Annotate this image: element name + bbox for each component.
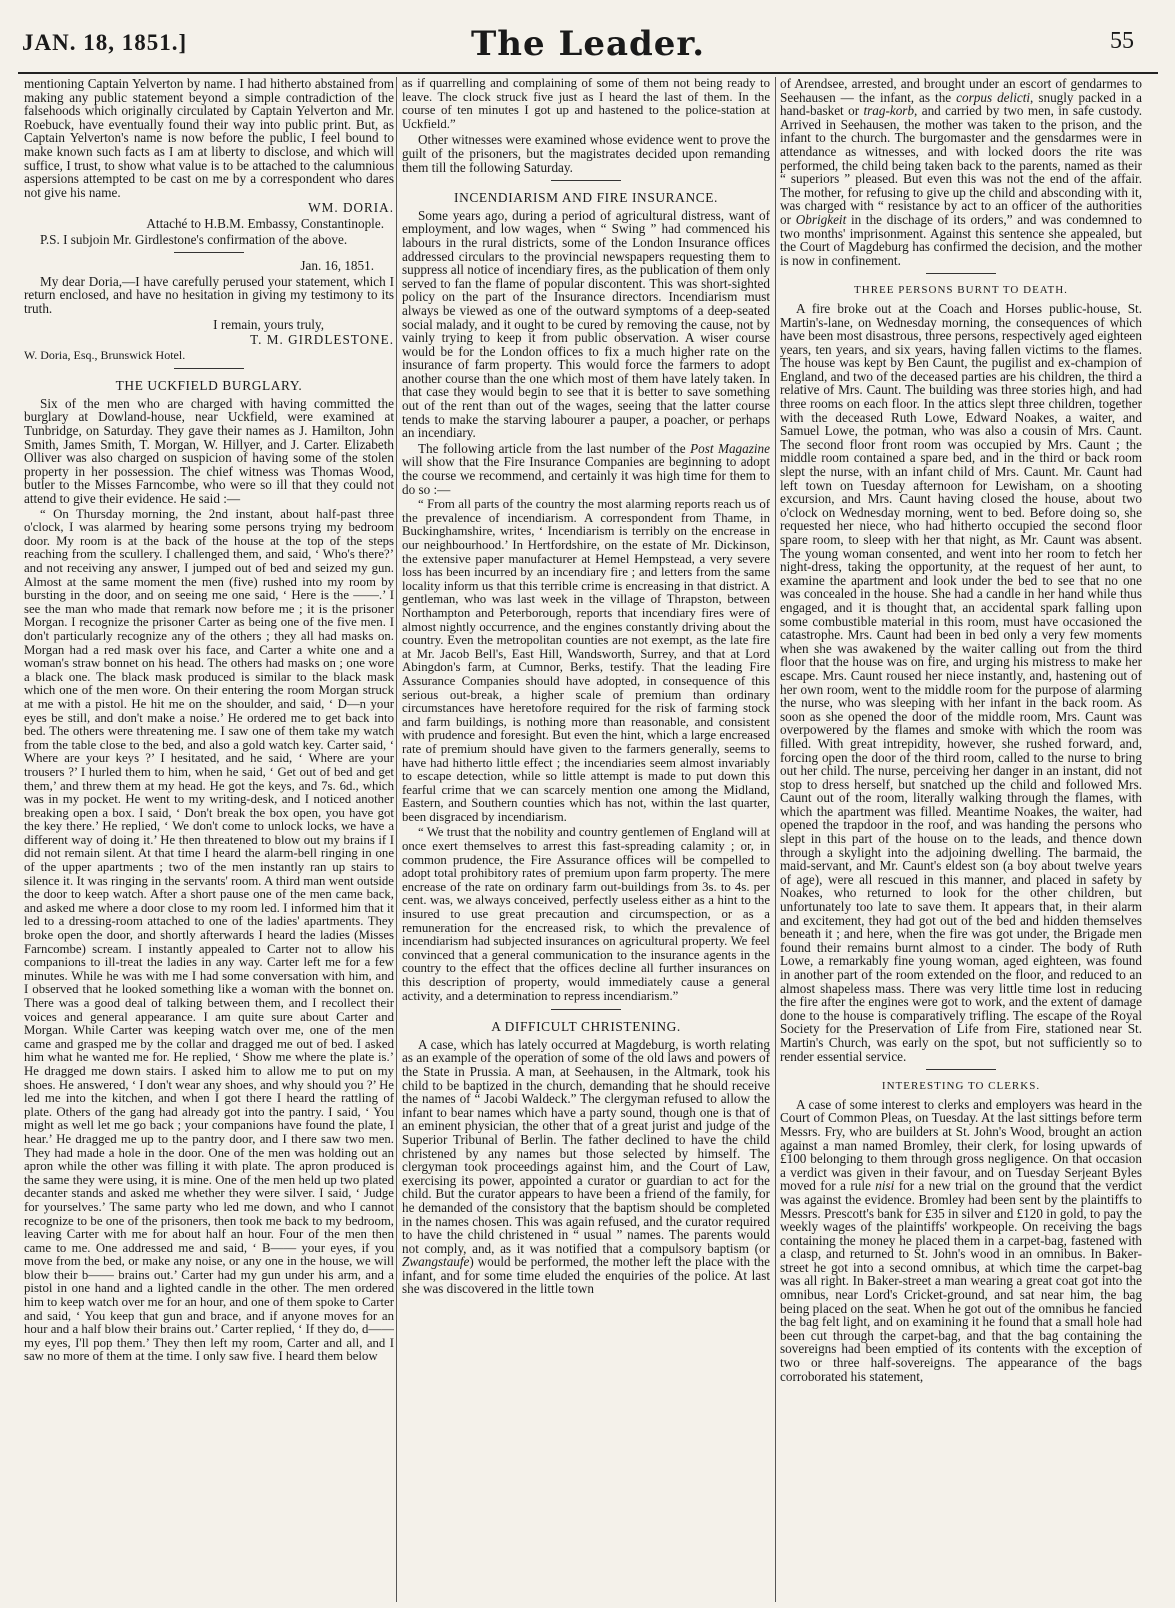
article-heading: A DIFFICULT CHRISTENING. [491, 1019, 681, 1035]
article-heading: INTERESTING TO CLERKS. [881, 1080, 1041, 1093]
signature: WM. DORIA. [308, 200, 394, 216]
text-run: The following article from the last number of the [418, 440, 691, 456]
column-3 [780, 77, 1142, 1597]
postscript: P.S. I subjoin Mr. Girdlestone's confirmation of the above. [40, 231, 348, 247]
page-number: 55 [1110, 28, 1134, 54]
column-divider [775, 77, 776, 1602]
separator [551, 1009, 621, 1010]
masthead [18, 20, 1158, 68]
article-heading: THE UCKFIELD BURGLARY. [115, 378, 303, 394]
paragraph: A fire broke out at the Coach and Horses public-house, St. Martin's-lane, on Wednesday morning, the consequences of which have been most disastrous, three persons, respectively aged eighteen years, ten years, and six years, having fallen victims to the flames. The house was kept by Ben Caunt, the pugilist and ex-champion of England, and two of the deceased parties are his children, the third a relative of Mrs. Caunt. The building was three stories high, and had three rooms on each floor. In the attics slept three children, together with the deceased Ruth Lowe, Edward Noakes, a waiter, and Samuel Lowe, the potman, who was also a cousin of Mrs. Caunt. The second floor front room was occupied by Mrs. Caunt ; the middle room contained a spare bed, and in the third or back room slept the nurse, with an infant child of Mrs. Caunt. Mr. Caunt had left town on Tuesday afternoon for Lewisham, on a shooting excursion, and Mrs. Caunt having closed the house, about two o'clock on Wednesday morning, went to bed. Before doing so, she requested her niece, who had hitherto occupied the second floor spare room, to sleep with her that night, as Mr. Caunt was absent. The young woman consented, and went into her room to fetch her night-dress, taking the opportunity, at the request of her aunt, to examine the apartment and look under the bed to see that no one was concealed in the house. She had a candle in her hand while thus engaged, and it is thought that, an accidental spark falling upon some combustible material in this room, must have occasioned the catastrophe. Mrs. Caunt had been in bed only a very few moments when she was awakened by the waiter calling out from the third floor that the house was on fire, and urging his mistress to make her escape. Mrs. Caunt roused her niece instantly, and, hastening out of her own room, went to the middle room for the purpose of alarming the nurse, who was sleeping with her infant in the back room. As soon as she opened the door of the middle room, Mrs. Caunt was overpowered by the flames and smoke with which the room was filled. With great intrepidity, however, she rushed forward, and, forcing open the door of the third room, called to the nurse to bring out her child. The nurse, perceiving her danger in an instant, did not stop to dress herself, but snatched up the child and followed Mrs. Caunt out of the room, literally walking through the flames, with which the apartment was filled. Meantime Noakes, the waiter, had opened the trapdoor in the roof, and was handing the persons who slept in this part of the house on to the leads, and thence down through a skylight into the adjoining dwelling. The barmaid, the maid-servant, and Mr. Caunt's eldest son (a boy about twelve years of age), were all rescued in this manner, and placed in safety by Noakes, who returned to look for the other children, but unfortunately too late to save them. It appears that, in their alarm and excitement, they had got out of the bed and hidden themselves beneath it ; and here, when the fire was got under, the Brigade men found their remains burnt almost to a cinder. The body of Ruth Lowe, a remarkably fine young woman, aged eighteen, was found in another part of the room extended on the floor, and reduced to an almost shapeless mass. There was very little time lost in reducing the fire after the engines were got to work, and the extent of damage done to the house is comparatively trifling. The escape of the Royal Society for the Preservation of Life from Fire, stationed near St. Martin's Church, was early on the spot, but not sufficiently so to render essential service. [780, 300, 1142, 1064]
column-1 [24, 77, 394, 1597]
paragraph [402, 442, 770, 496]
addressee: W. Doria, Esq., Brunswick Hotel. [24, 347, 186, 362]
italic-text: Zwangstaufe [402, 1254, 470, 1270]
paragraph [780, 77, 1142, 267]
paragraph [780, 1098, 1142, 1383]
text-run: A case, which has lately occurred at Magdeburg, is worth relating as an example of the operation of some of the old laws and powers of the State in Prussia. A man, at Seehausen, in the Altmark, took his child to be baptized in the church, demanding that he should receive the names of “ Jacobi Waldeck.” The clergyman refused to allow the infant to bear names which have a party sound, though one is that of an eminent physician, the other that of a great jurist and judge of the Superior Tribunal of Berlin. The father declined to have the child christened by any names but those selected by himself. The clergyman took proceedings against him, and the Court of Law, exercising its power, appointed a curator or guardian to act for the child. But the curator appears to have been a friend of the family, for he demanded of the consistory that the baptism should be completed in the names chosen. This was again refused, and the curator required to have the child christened in “ usual ” names. The parents would not comply, and, as it was notified that a compulsory baptism (or [402, 1036, 770, 1256]
text-run: A case of some interest to clerks and employers was heard in the Court of Common Pleas, on Tuesday. At the last sittings before term Messrs. Fry, who are builders at St. John's Wood, brought an action against a man named Bromley, their clerk, for losing upwards of £100 belonging to them through gross negligence. On that occasion a verdict was given in their favour, and on Tuesday Serjeant Byles moved for a rule [780, 1096, 1142, 1194]
text-run: of Arendsee, arrested, and brought under an escort of gendarmes to Seehausen — the infant, as the [780, 77, 1142, 105]
column-divider [396, 77, 397, 1602]
paragraph: Six of the men who are charged with having committed the burglary at Dowland-house, near Uckfield, were examined at Tunbridge, on Saturday. They gave their names as J. Hamilton, John Smith, James Smith, T. Morgan, W. Hillyer, and J. Carter. Elizabeth Olliver was also charged on suspicion of having some of the stolen property in her possession. The chief witness was Thomas Wood, butler to the Misses Farncombe, who were so ill that they could not attend to give their evidence. He said :— [24, 395, 394, 507]
paragraph: Other witnesses were examined whose evidence went to prove the guilt of the prisoners, but the magistrates decided upon remanding them till the following Saturday. [402, 132, 770, 175]
separator [174, 368, 244, 369]
separator [926, 1069, 996, 1070]
issue-date: JAN. 18, 1851.] [22, 30, 188, 55]
separator [926, 273, 996, 274]
text-run: ) would be performed, the mother left the place with the infant, and for some time eluded the enquiries of the police. At last she was discovered in the little town [402, 1254, 770, 1297]
article-heading: INCENDIARISM AND FIRE INSURANCE. [454, 190, 718, 206]
separator [174, 252, 244, 253]
signature-title: Attaché to H.B.M. Embassy, Constantinople. [146, 215, 384, 231]
italic-text: Obrigkeit [795, 211, 847, 227]
article-heading: THREE PERSONS BURNT TO DEATH. [854, 284, 1068, 297]
paragraph [402, 1038, 770, 1296]
paragraph: mentioning Captain Yelverton by name. I had hitherto abstained from making any public statement beyond a simple contradiction of the falsehoods which originally circulated by Captain Yelverton and Mr. Roebuck, have eventually found their way into public print. But, as Captain Yelverton's name is now before the public, I feel bound to make known such facts as I am at liberty to disclose, and which will suffice, I trust, to show what value is to be attached to the calumnious aspersions attempted to be cast on me by a correspondent who dares not give his name. [24, 77, 394, 200]
paragraph: “ We trust that the nobility and country gentlemen of England will at once exert themselves to arrest this fast-spreading calamity ; or, in common prudence, the Fire Assurance offices will be compelled to adopt total prohibitory rates of premium upon farm property. The mere encrease of the rate on ordinary farm out-buildings from 3s. to 4s. per cent. was, we always conceived, perfectly useless either as a hint to the insured to use great precaution and circumspection, or as a remuneration for the encreased risk, to which the prevalence of incendiarism had subjected insurances on agricultural property. We feel convinced that a general communication to the insurance agents in the country to the effect that the offices decline all further insurances on this description of property, would immediately cause a general activity, and a determination to repress incendiarism.” [402, 825, 770, 1003]
paragraph: as if quarrelling and complaining of some of them not being ready to leave. The clock struck five just as I heard the last of them. In the course of ten minutes I got up and hastened to the police-station at Uckfield.” [402, 77, 770, 131]
text-run: in the dischage of its orders,” and was condemned to two months' imprisonment. Against this sentence she appealed, but the Court of Magdeburg has confirmed the decision, and the mother is now in confinement. [780, 211, 1142, 268]
paragraph: “ On Thursday morning, the 2nd instant, about half-past three o'clock, I was alarmed by hearing some persons trying my bedroom door. My room is at the back of the house at the top of the steps reaching from the scullery. I challenged them, and said, ‘ Who's there?’ and not receiving any answer, I jumped out of bed and seized my gun. Almost at the same moment the men (five) rushed into my room by bursting in the door, and on seeing me one said, ‘ Here is the ——.’ I see the man who made that remark now before me ; it is the prisoner Morgan. I recognize the prisoner Carter as being one of the five men. I don't particularly recognize any of the others ; they all had masks on. Morgan had a red mask over his face, and Carter a white one and a woman's straw bonnet on his head. The others had masks on ; one wore a black one. The black mask produced is similar to the black mask which one of the men wore. On their entering the room Morgan struck at me with a pistol. He hit me on the shoulder, and said, ‘ D—n your eyes be still, and don't make a noise.’ He ordered me to get back into bed. The others were threatening me. I saw one of them take my watch from the table close to the bed, and also a gold watch key. Carter said, ‘ Where are your keys ?’ I hesitated, and he said, ‘ Where are your trousers ?’ I hurled them to him, when he said, ‘ Get out of bed and get them,’ and threw them at my head. He got the keys, and 7s. 6d., which was in my pocket. He went to my writing-desk, and I noticed another breaking open a box. I said, ‘ Don't break the box open, you have got the key there.’ He replied, ‘ We don't come to unlock locks, we have a different way of doing it.’ He then threatened to blow out my brains if I did not remain silent. At that time I heard the alarm-bell ringing in one of the upper apartments ; two of the men instantly ran up stairs to silence it. It was ringing in the servants' room. A third man went outside the door to keep watch. After a short pause one of the men came back, and asked me where a door close to my room led. I informed him that it led to a dressing-room attached to one of the ladies' apartments. They broke open the door, and shortly afterwards I heard the ladies (Misses Farncombe) scream. I instantly appealed to Carter not to allow his companions to ill-treat the ladies in any way. Carter left me for a few minutes. While he was with me I had some conversation with him, and I observed that he looked something like a woman with the bonnet on. There was a good deal of talking between them, and I recollect their voices and general appearance. I am quite sure about Carter and Morgan. While Carter was keeping watch over me, one of the men came and grasped me by the collar and dragged me out of bed. I asked him what he wanted me for. He replied, ‘ Show me where the plate is.’ He dragged me down stairs. I asked him to allow me to put on my shoes. He answered, ‘ I don't wear any shoes, and why should you ?’ He led me into the kitchen, and when I got there I heard the rattling of plate. Others of the gang had already got into the pantry. I said, ‘ You might as well let me go back ; your companions have found the plate, I hear.’ He dragged me up to the pantry door, and I there saw two men. They had made a hole in the door. One of the men was holding out an apron while the other was filling it with plate. The apron produced is the same they were using, it is mine. One of the men held up two plated decanter stands and asked me whether they were silver. I said, ‘ Judge for yourselves.’ The same party who led me down, and who I cannot recognize to be one of the prisoners, then took me back to my bedroom, leaving Carter with me for about half an hour. Four of the men then came to me. One addressed me and said, ‘ B—— your eyes, if you move from the bed, or make any noise, or any one in the house, we will blow their b—— brains out.’ Carter had my gun under his arm, and a pistol in one hand and a lighted candle in the other. The men ordered him to keep watch over me for an hour, and one of them spoke to Carter and said, ‘ You keep that gun and brace, and if anyone moves for an hour and a half blow their brains out.’ Carter replied, ‘ If they do, d—— my eyes, I'll pop them.’ They then left my room, Carter and all, and I saw no more of them at the time. I only saw five. I heard them below [24, 506, 394, 1364]
masthead-rule [18, 72, 1158, 74]
text-run: , snugly packed in a hand-basket or [780, 89, 1142, 119]
column-2 [402, 77, 770, 1597]
italic-text: nisi [875, 1178, 895, 1194]
text-run: , and carried by two men, in safe custody. Arrived in Seehausen, the mother was taken to the prison, and the infant to the church. The burgomaster and the gensdarmes were in attendance as witnesses, and with locked doors the rite was performed, the child being taken back to the parents, named as their “ superiors ” pleased. But even this was not the end of the affair. The mother, for refusing to give up the child and absconding with it, was charged with “ resistance by act to an officer of the authorities or [780, 103, 1142, 227]
signature: T. M. GIRDLESTONE. [250, 332, 394, 348]
paragraph: Some years ago, during a period of agricultural distress, want of employment, and low wages, when “ Swing ” had commenced his labours in the rural districts, some of the London Insurance offices addressed circulars to the provincial newspapers requesting them to suppress all notice of incendiary fires, as the publication of them only served to fan the flame of popular discontent. This was short-sighted policy on the part of the Insurance directors. Incendiarism must always be viewed as one of the outward symptoms of a deep-seated social malady, and it ought to be cured by removing the cause, not by vainly trying to keep it from public observation. A wiser course would be for the London offices to fix a much higher rate on the insurance of farm property. This would force the farmers to adopt another course than the one which most of them have lately taken. In that case they would begin to see that it is better to save something out of the rent than out of the wages, seeing that the latter course tends to make the starving labourer a pauper, a poacher, or perhaps an incendiary. [402, 207, 770, 441]
letter-closing: I remain, yours truly, [213, 316, 324, 332]
text-run: will show that the Fire Insurance Companies are beginning to adopt the course we recommend, and certainly it was high time for them to do so :— [402, 454, 770, 497]
separator [551, 180, 621, 181]
letter-date: Jan. 16, 1851. [300, 258, 374, 274]
newspaper-title: The Leader. [470, 24, 706, 64]
italic-text: Post Magazine [690, 440, 770, 456]
paragraph: “ From all parts of the country the most alarming reports reach us of the prevalence of incendiarism. A correspondent from Thame, in Buckinghamshire, writes, ‘ Incendiarism is terribly on the encrease in our neighbourhood.’ In Hertfordshire, on the estate of Mr. Dickinson, the extensive paper manufacturer at Hemel Hempstead, a very severe loss has been incurred by an incendiary fire ; and letters from the same locality inform us that this terrible crime is encreasing in that district. A gentleman, who was last week in the village of Thrapston, between Northampton and Peterborough, reports that incendiary fires were of almost nightly occurrence, and the engines constantly driving about the country. Even the metropolitan counties are not exempt, as the late fire at Mr. Jacob Bell's, East Hill, Wandsworth, Surrey, and that at Lord Abingdon's farm, at Cumnor, Berks, testify. That the leading Fire Assurance Companies should have adopted, in consequence of this serious out-break, a higher scale of premium than ordinary circumstances have heretofore required for the risk of farming stock and farm buildings, is nothing more than reasonable, and consistent with prudence and foresight. But even the hint, which a large encreased rate of premium should have given to the farmers generally, seems to have had hitherto little effect ; the incendiaries seem almost invariably to escape detection, while so little attempt is made to put down this fearful crime that we can scarcely mention one among the Midland, Eastern, and Southern counties which has not, within the last quarter, been disgraced by incendiarism. [402, 497, 770, 824]
italic-text: corpus delicti [956, 89, 1031, 105]
letter-text: My dear Doria,—I have carefully perused your statement, which I return enclosed, and have no hesitation in giving my testimony to its truth. [24, 273, 394, 316]
italic-text: trag-korb [863, 103, 915, 119]
text-run: for a new trial on the ground that the verdict was against the evidence. Bromley had been sent by the plaintiffs to Messrs. Prescott's bank for £35 in silver and £120 in gold, to pay the weekly wages of the plaintiffs' workpeople. On receiving the bags containing the money he placed them in a carpet-bag, fastened with a clasp, and returned to St. John's wood in an omnibus. In Baker-street he got into a second omnibus, at which time the carpet-bag was all right. In Baker-street a man wearing a great coat got into the omnibus, near Lord's Cricket-ground, and sat near him, the bag being placed on the seat. When he got out of the omnibus he fancied the bag felt light, and on examining it he found that a small hole had been cut through the carpet-bag, and that the bag containing the sovereigns had been emptied of its contents with the exception of two or three half-sovereigns. The appearance of the bags corroborated his statement, [780, 1178, 1142, 1384]
